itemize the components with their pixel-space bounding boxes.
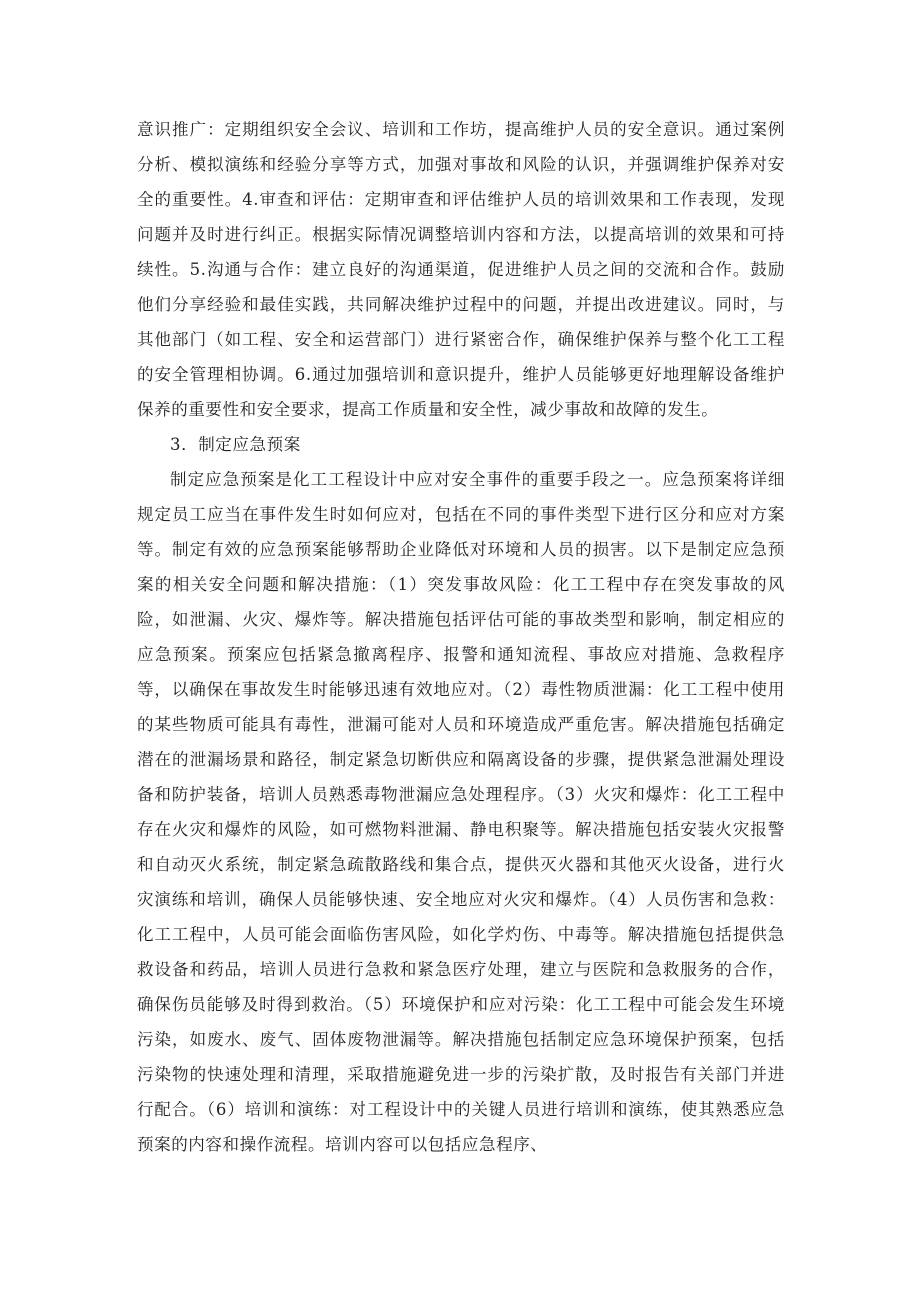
document-page	[137, 112, 785, 1162]
body-paragraph-emergency-plan: 制定应急预案是化工工程设计中应对安全事件的重要手段之一。应急预案将详细规定员工应当在事件发生时如何应对，包括在不同的事件类型下进行区分和应对方案等。制定有效的应急预案能够帮助企业降低对环境和人员的损害。以下是制定应急预案的相关安全问题和解决措施：（1）突发事故风险：化工工程中存在突发事故的风险，如泄漏、火灾、爆炸等。解决措施包括评估可能的事故类型和影响，制定相应的应急预案。预案应包括紧急撤离程序、报警和通知流程、事故应对措施、急救程序等，以确保在事故发生时能够迅速有效地应对。（2）毒性物质泄漏：化工工程中使用的某些物质可能具有毒性，泄漏可能对人员和环境造成严重危害。解决措施包括确定潜在的泄漏场景和路径，制定紧急切断供应和隔离设备的步骤，提供紧急泄漏处理设备和防护装备，培训人员熟悉毒物泄漏应急处理程序。（3）火灾和爆炸：化工工程中存在火灾和爆炸的风险，如可燃物料泄漏、静电积聚等。解决措施包括安装火灾报警和自动灭火系统，制定紧急疏散路线和集合点，提供灭火器和其他灭火设备，进行火灾演练和培训，确保人员能够快速、安全地应对火灾和爆炸。（4）人员伤害和急救：化工工程中，人员可能会面临伤害风险，如化学灼伤、中毒等。解决措施包括提供急救设备和药品，培训人员进行急救和紧急医疗处理，建立与医院和急救服务的合作，确保伤员能够及时得到救治。（5）环境保护和应对污染：化工工程中可能会发生环境污染，如废水、废气、固体废物泄漏等。解决措施包括制定应急环境保护预案，包括污染物的快速处理和清理，采取措施避免进一步的污染扩散，及时报告有关部门并进行配合。（6）培训和演练：对工程设计中的关键人员进行培训和演练，使其熟悉应急预案的内容和操作流程。培训内容可以包括应急程序、	[137, 470, 785, 1154]
section-heading: 3．制定应急预案	[170, 435, 301, 454]
body-paragraph-continued: 意识推广：定期组织安全会议、培训和工作坊，提高维护人员的安全意识。通过案例分析、模拟演练和经验分享等方式，加强对事故和风险的认识，并强调维护保养对安全的重要性。4.审查和评估：定期审查和评估维护人员的培训效果和工作表现，发现问题并及时进行纠正。根据实际情况调整培训内容和方法，以提高培训的效果和可持续性。5.沟通与合作：建立良好的沟通渠道，促进维护人员之间的交流和合作。鼓励他们分享经验和最佳实践，共同解决维护过程中的问题，并提出改进建议。同时，与其他部门（如工程、安全和运营部门）进行紧密合作，确保维护保养与整个化工工程的安全管理相协调。6.通过加强培训和意识提升，维护人员能够更好地理解设备维护保养的重要性和安全要求，提高工作质量和安全性，减少事故和故障的发生。	[137, 120, 785, 419]
